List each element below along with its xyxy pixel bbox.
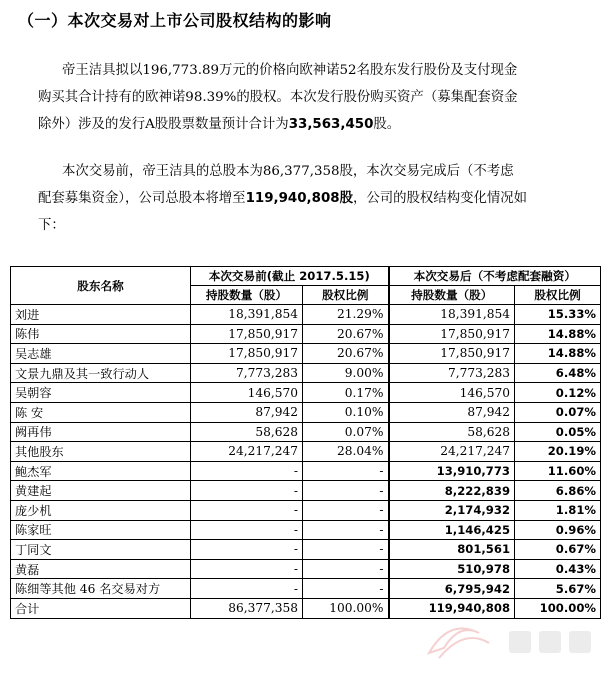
paragraph-2-line-2-text: 配套募集资金），公司总股本将增至	[38, 191, 246, 206]
paragraph-1-line-3-end: 股。	[373, 117, 401, 132]
table-row	[11, 402, 601, 422]
after-ratio: 0.07%	[515, 402, 601, 422]
before-ratio: -	[303, 520, 389, 540]
after-shares: 1,146,425	[389, 520, 515, 540]
shareholder-name: 合计	[11, 598, 191, 618]
before-shares: 146,570	[191, 383, 303, 403]
after-shares: 8,222,839	[389, 481, 515, 501]
after-ratio: 5.67%	[515, 579, 601, 599]
after-shares: 13,910,773	[389, 461, 515, 481]
before-shares: 87,942	[191, 402, 303, 422]
table-row	[11, 422, 601, 442]
before-shares: -	[191, 579, 303, 599]
shareholder-name: 黄磊	[11, 559, 191, 579]
shareholder-name: 刘进	[11, 305, 191, 325]
paragraph-1	[38, 57, 585, 138]
after-ratio: 0.12%	[515, 383, 601, 403]
shareholder-name: 陈 安	[11, 402, 191, 422]
after-ratio: 100.00%	[515, 598, 601, 618]
after-shares: 119,940,808	[389, 598, 515, 618]
before-shares: -	[191, 461, 303, 481]
before-ratio: 21.29%	[303, 305, 389, 325]
after-ratio: 14.88%	[515, 344, 601, 364]
table-row	[11, 461, 601, 481]
after-ratio: 15.33%	[515, 305, 601, 325]
after-ratio: 14.88%	[515, 324, 601, 344]
paragraph-1-line-3-text: 除外）涉及的发行A股股票数量预计合计为	[38, 117, 289, 132]
shareholder-name: 文景九鼎及其一致行动人	[11, 363, 191, 383]
before-shares: 24,217,247	[191, 442, 303, 462]
table-row	[11, 559, 601, 579]
watermark-logo	[419, 613, 609, 673]
header-before-transaction: 本次交易前(截止 2017.5.15)	[191, 267, 389, 286]
share-issue-count: 33,563,450	[288, 117, 374, 132]
paragraph-1-line-2: 购买其合计持有的欧神诺98.39%的股权。本次发行股份购买资产（募集配套资金	[38, 90, 518, 105]
before-ratio: -	[303, 579, 389, 599]
before-shares: 17,850,917	[191, 344, 303, 364]
after-shares: 7,773,283	[389, 363, 515, 383]
after-ratio: 1.81%	[515, 500, 601, 520]
shareholder-name: 陈家旺	[11, 520, 191, 540]
paragraph-1-line-3	[38, 111, 585, 138]
after-ratio: 0.96%	[515, 520, 601, 540]
after-ratio: 0.05%	[515, 422, 601, 442]
paragraph-2-line-3: 下：	[38, 218, 65, 233]
after-shares: 801,561	[389, 540, 515, 560]
paragraph-2	[38, 158, 598, 239]
shareholder-name: 吴志雄	[11, 344, 191, 364]
table-row	[11, 305, 601, 325]
after-shares: 146,570	[389, 383, 515, 403]
after-shares: 510,978	[389, 559, 515, 579]
before-ratio: 28.04%	[303, 442, 389, 462]
before-ratio: 20.67%	[303, 344, 389, 364]
before-shares: 18,391,854	[191, 305, 303, 325]
shareholder-name: 丁同文	[11, 540, 191, 560]
shareholder-name: 其他股东	[11, 442, 191, 462]
paragraph-2-line-2	[38, 185, 598, 212]
after-shares: 24,217,247	[389, 442, 515, 462]
before-shares: -	[191, 500, 303, 520]
header-after-transaction: 本次交易后（不考虑配套融资）	[389, 267, 601, 286]
before-ratio: 0.10%	[303, 402, 389, 422]
table-row	[11, 363, 601, 383]
before-shares: -	[191, 481, 303, 501]
table-row	[11, 481, 601, 501]
header-after-shares: 持股数量（股）	[389, 286, 515, 305]
before-ratio: -	[303, 461, 389, 481]
before-ratio: 0.17%	[303, 383, 389, 403]
before-shares: 86,377,358	[191, 598, 303, 618]
after-ratio: 6.86%	[515, 481, 601, 501]
before-shares: -	[191, 559, 303, 579]
shareholder-name: 庞少机	[11, 500, 191, 520]
after-ratio: 6.48%	[515, 363, 601, 383]
paragraph-2-line-2-end: ，公司的股权结构变化情况如	[352, 191, 528, 206]
after-shares: 6,795,942	[389, 579, 515, 599]
before-ratio: -	[303, 500, 389, 520]
table-row	[11, 500, 601, 520]
table-row	[11, 324, 601, 344]
before-ratio: -	[303, 481, 389, 501]
shareholder-name: 陈细等其他 46 名交易对方	[11, 579, 191, 599]
before-shares: 58,628	[191, 422, 303, 442]
after-ratio: 0.67%	[515, 540, 601, 560]
before-ratio: -	[303, 540, 389, 560]
ownership-structure-table	[10, 266, 601, 619]
total-shares-after: 119,940,808股	[245, 191, 353, 206]
after-ratio: 0.43%	[515, 559, 601, 579]
after-shares: 58,628	[389, 422, 515, 442]
before-shares: 17,850,917	[191, 324, 303, 344]
table-row	[11, 540, 601, 560]
after-shares: 87,942	[389, 402, 515, 422]
shareholder-name: 鲍杰军	[11, 461, 191, 481]
before-shares: -	[191, 520, 303, 540]
table-row	[11, 598, 601, 618]
shareholder-name: 吴朝容	[11, 383, 191, 403]
paragraph-1-line-1: 帝王洁具拟以196,773.89万元的价格向欧神诺52名股东发行股份及支付现金	[62, 63, 518, 78]
before-ratio: 20.67%	[303, 324, 389, 344]
header-after-ratio: 股权比例	[515, 286, 601, 305]
paragraph-2-line-1: 本次交易前，帝王洁具的总股本为86,377,358股，本次交易完成后（不考虑	[62, 164, 514, 179]
before-shares: 7,773,283	[191, 363, 303, 383]
before-shares: -	[191, 540, 303, 560]
header-before-ratio: 股权比例	[303, 286, 389, 305]
before-ratio: 9.00%	[303, 363, 389, 383]
header-shareholder-name: 股东名称	[11, 267, 191, 305]
after-shares: 2,174,932	[389, 500, 515, 520]
table-row	[11, 383, 601, 403]
table-row	[11, 344, 601, 364]
after-ratio: 20.19%	[515, 442, 601, 462]
shareholder-name: 阙再伟	[11, 422, 191, 442]
header-before-shares: 持股数量（股）	[191, 286, 303, 305]
table-row	[11, 520, 601, 540]
shareholder-name: 陈伟	[11, 324, 191, 344]
after-shares: 18,391,854	[389, 305, 515, 325]
after-shares: 17,850,917	[389, 324, 515, 344]
table-row	[11, 442, 601, 462]
after-ratio: 11.60%	[515, 461, 601, 481]
after-shares: 17,850,917	[389, 344, 515, 364]
before-ratio: 0.07%	[303, 422, 389, 442]
shareholder-name: 黄建起	[11, 481, 191, 501]
table-row	[11, 579, 601, 599]
before-ratio: 100.00%	[303, 598, 389, 618]
before-ratio: -	[303, 559, 389, 579]
section-heading: （一）本次交易对上市公司股权结构的影响	[18, 11, 332, 30]
